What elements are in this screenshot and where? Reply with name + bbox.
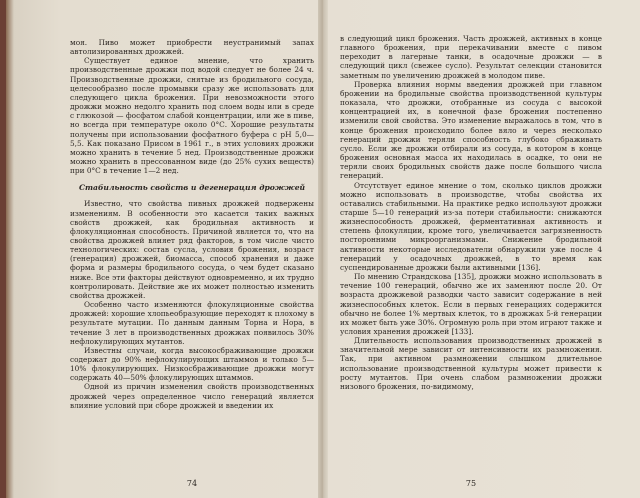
left-paragraph-5: Известны случаи, когда высокосбраживающие дрожжи содержат до 90% нефлокулирующих штаммов и только 5—10% флокулирующих. Низкосбраживающие дрожжи могут содержать 40—50% флокулирующих штаммов. (70, 345, 314, 383)
right-page-number: 75 (465, 479, 477, 488)
right-paragraph-4: По мнению Страндскова [135], дрожжи можно использовать в течение 100 генераций, обычно же их заменяют после 20. От возраста дрожжевой разводки часто зависит содержание в ней жизнеспособных клеток. Если в первых генерациях содержится обычно не более 1% мертвых клеток, то в дрожжах 5-й генерации их может быть уже 30%. Огромную роль при этом играют также и условия хранения дрожжей [133]. (340, 272, 602, 336)
left-page-text (70, 38, 314, 410)
left-paragraph-1: моя. Пиво может приобрести неустранимый запах автолизированных дрожжей. (70, 38, 314, 57)
left-paragraph-3: Известно, что свойства пивных дрожжей подвержены изменениям. В особенности это касается таких важных свойств дрожжей, как бродильная активность и флокуляционная способность. Причиной является то, что на свойства дрожжей влияет ряд факторов, в том числе чисто технологических: состав сусла, условия брожения, возраст (генерация) дрожжей, биомасса, способ хранения и даже форма и размеры бродильного сосуда, о чем будет сказано ниже. Все эти факторы действуют одновременно, и их трудно контролировать. Действие же их может полностью изменить свойства дрожжей. (70, 199, 314, 300)
left-paragraph-2: Существует единое мнение, что хранить производственные дрожжи под водой следует не более 24 ч. Производственные дрожжи, снятые из бродильного сосуда, целесообразно после промывки сразу же использовать для следующего цикла брожения. При невозможности этого дрожжи можно недолго хранить под слоем воды или в среде с глюкозой — фосфатом слабой концентрации, или же в пиве, но всегда при температуре около 0°С. Хорошие результаты получены при использовании фосфатного буфера с рН 5,0—5,5. Как показано Присом в 1961 г., в этих условиях дрожжи можно хранить в течение 5 нед. Производственные дрожжи можно хранить в прессованном виде (до 25% сухих веществ) при 0°С в течение 1—2 нед. (70, 56, 314, 176)
right-page (340, 0, 602, 498)
book-cover-edge (0, 0, 6, 498)
right-paragraph-1: в следующий цикл брожения. Часть дрожжей, активных в конце главного брожения, при перекачивании вместе с пивом переходит в лагерные танки, в осадочные дрожжи — в следующий цикл (свежее сусло). Результат селекции становится заметным по увеличению дрожжей в молодом пиве. (340, 34, 602, 80)
book-gutter (318, 0, 328, 498)
right-paragraph-3: Отсутствует единое мнение о том, сколько циклов дрожжи можно использовать в производстве, чтобы свойства их оставались стабильными. На практике редко используют дрожжи старше 5—10 генераций из-за потери стабильности: снижаются жизнеспособность дрожжей, ферментативная активность и степень флокуляции, кроме того, увеличивается загрязненность посторонними микроорганизмами. Снижение бродильной активности некоторые исследователи обнаружили уже после 4 генераций у осадочных дрожжей, в то время как суспендированные дрожжи были активными [136]. (340, 180, 602, 272)
left-page-number: 74 (186, 479, 198, 488)
right-paragraph-5: Длительность использования производственных дрожжей в значительной мере зависит от интенсивности их размножения. Так, при активном размножении слышком длительное использование производственной культуры может привести к росту мутантов. При очень слабом размножении дрожжи низового брожения, по-видимому, (340, 336, 602, 391)
left-paragraph-4: Особенно часто изменяются флокуляционные свойства дрожжей: хорошие хлопьеобразующие переходят к плохому в результате мутации. По данным данным Торна и Нора, в течение 3 лет в производственных дрожжах появилось 30% нефлокулирующих мутантов. (70, 300, 314, 346)
right-page-text (340, 34, 602, 391)
left-paragraph-6: Одной из причин изменения свойств производственных дрожжей через определенное число генераций является влияние условий при сборе дрожжей и введении их (70, 382, 314, 410)
left-page (70, 0, 314, 498)
section-heading: Стабильность свойств и дегенерация дрожжей (78, 183, 306, 193)
right-paragraph-2: Проверка влияния нормы введения дрожжей при главном брожении на бродильные свойства производственной культуры показала, что дрожжи, отобранные из сосуда с высокой концентрацией их, в конечной фазе брожения постепенно изменили свой свойства. Это изменение выражалось в том, что в конце брожения происходило более вяло и через несколько генераций дрожжи теряли способность глубоко сбраживать сусло. Если же дрожжи отбирали из сосуда, в котором в конце брожения основная масса их находилась в осадке, то они не теряли своих бродильных свойств даже после большого числа генераций. (340, 79, 602, 181)
